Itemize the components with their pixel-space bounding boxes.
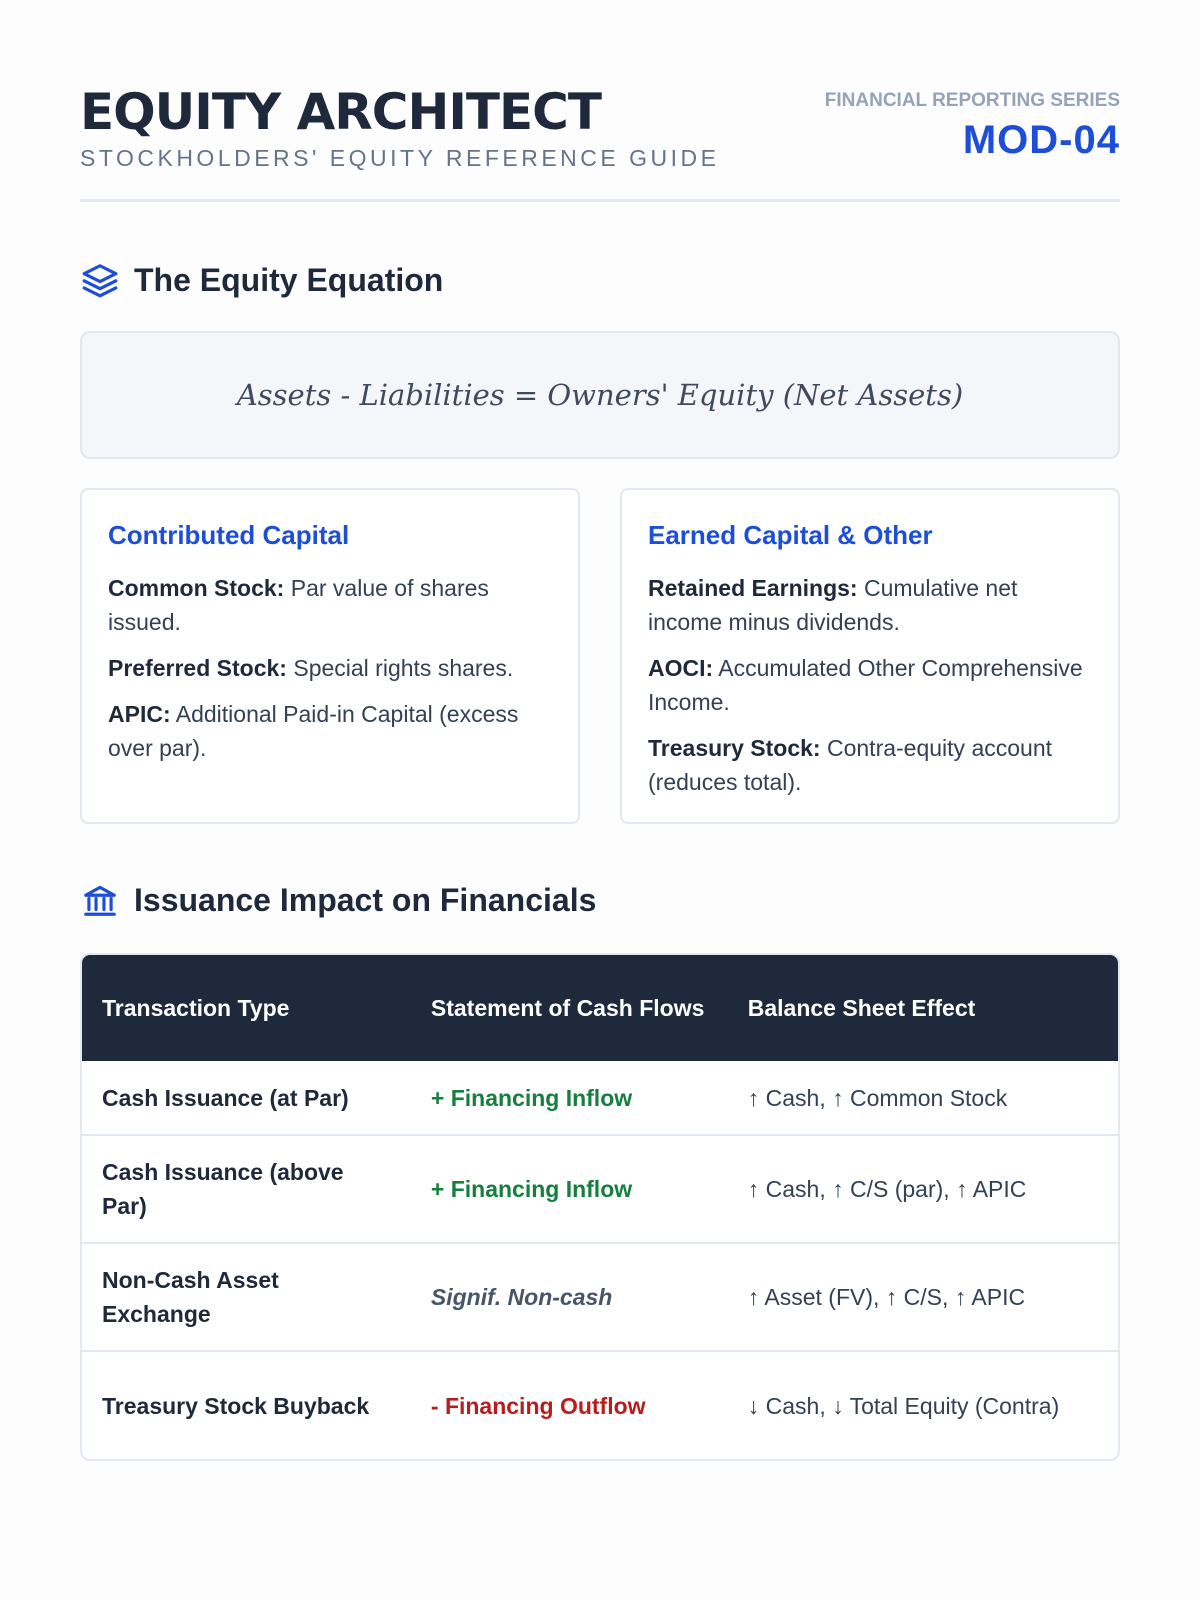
card-item-desc: Par value of shares issued. [108, 575, 489, 635]
cash-flow-cell: - Financing Outflow [411, 1351, 728, 1459]
header [80, 84, 1120, 202]
series-code: MOD-04 [962, 118, 1120, 162]
transaction-type-cell: Non-Cash Asset Exchange [82, 1243, 411, 1351]
issuance-section-title: Issuance Impact on Financials [134, 881, 597, 918]
bank-icon [80, 880, 120, 920]
transaction-type-cell: Treasury Stock Buyback [82, 1351, 411, 1459]
page-title: EQUITY ARCHITECT [80, 83, 601, 141]
equation-section-heading [80, 258, 443, 302]
cash-flow-cell: + Financing Inflow [430, 1084, 633, 1111]
table-row [82, 1061, 1118, 1135]
card-item-desc: Contra-equity account (reduces total). [648, 735, 1052, 795]
balance-sheet-cell: ↓ Cash, ↓ Total Equity (Contra) [728, 1351, 1118, 1459]
card-item-term: AOCI: [648, 655, 714, 681]
card-item-term: Retained Earnings: [648, 575, 858, 601]
earned-capital-card [620, 488, 1120, 824]
series-label: FINANCIAL REPORTING SERIES [824, 90, 1120, 111]
issuance-section-heading [80, 878, 596, 922]
table-row [82, 1351, 1118, 1459]
equation-text: Assets - Liabilities = Owners' Equity (Net Assets) [236, 378, 964, 412]
issuance-table [80, 953, 1120, 1461]
column-header-balance-sheet: Balance Sheet Effect [728, 955, 1118, 1061]
transaction-type-cell: Cash Issuance (at Par) [102, 1084, 349, 1111]
table-row [82, 1135, 1118, 1243]
card-item-term: Treasury Stock: [648, 735, 821, 761]
column-header-transaction-type: Transaction Type [82, 955, 411, 1061]
card-item [648, 651, 1092, 719]
layers-icon [80, 260, 120, 300]
equation-section-title: The Equity Equation [134, 261, 444, 298]
card-item-desc: Additional Paid-in Capital (excess over par). [108, 701, 519, 761]
card-item-desc: Accumulated Other Comprehensive Income. [648, 655, 1083, 715]
card-item [648, 571, 1092, 639]
card-title: Earned Capital & Other [648, 520, 933, 550]
cash-flow-cell: Signif. Non-cash [411, 1243, 728, 1351]
card-item [108, 571, 552, 639]
equation-box [80, 331, 1120, 459]
page-subtitle: STOCKHOLDERS' EQUITY REFERENCE GUIDE [80, 145, 720, 171]
card-item [108, 651, 552, 685]
table-header-row [82, 955, 1118, 1061]
card-item-term: Common Stock: [108, 575, 285, 601]
card-item-term: Preferred Stock: [108, 655, 287, 681]
cash-flow-cell: + Financing Inflow [411, 1135, 728, 1243]
card-item-desc: Cumulative net income minus dividends. [648, 575, 1018, 635]
card-item-desc: Special rights shares. [286, 655, 514, 681]
card-title: Contributed Capital [108, 520, 350, 550]
card-item [108, 697, 552, 765]
balance-sheet-cell: ↑ Cash, ↑ C/S (par), ↑ APIC [728, 1135, 1118, 1243]
balance-sheet-cell: ↑ Cash, ↑ Common Stock [747, 1084, 1008, 1111]
transaction-type-cell: Cash Issuance (above Par) [82, 1135, 411, 1243]
card-item [648, 731, 1092, 799]
balance-sheet-cell: ↑ Asset (FV), ↑ C/S, ↑ APIC [728, 1243, 1118, 1351]
column-header-cash-flows: Statement of Cash Flows [411, 955, 728, 1061]
contributed-capital-card [80, 488, 580, 824]
table-row [82, 1243, 1118, 1351]
card-item-term: APIC: [108, 701, 171, 727]
